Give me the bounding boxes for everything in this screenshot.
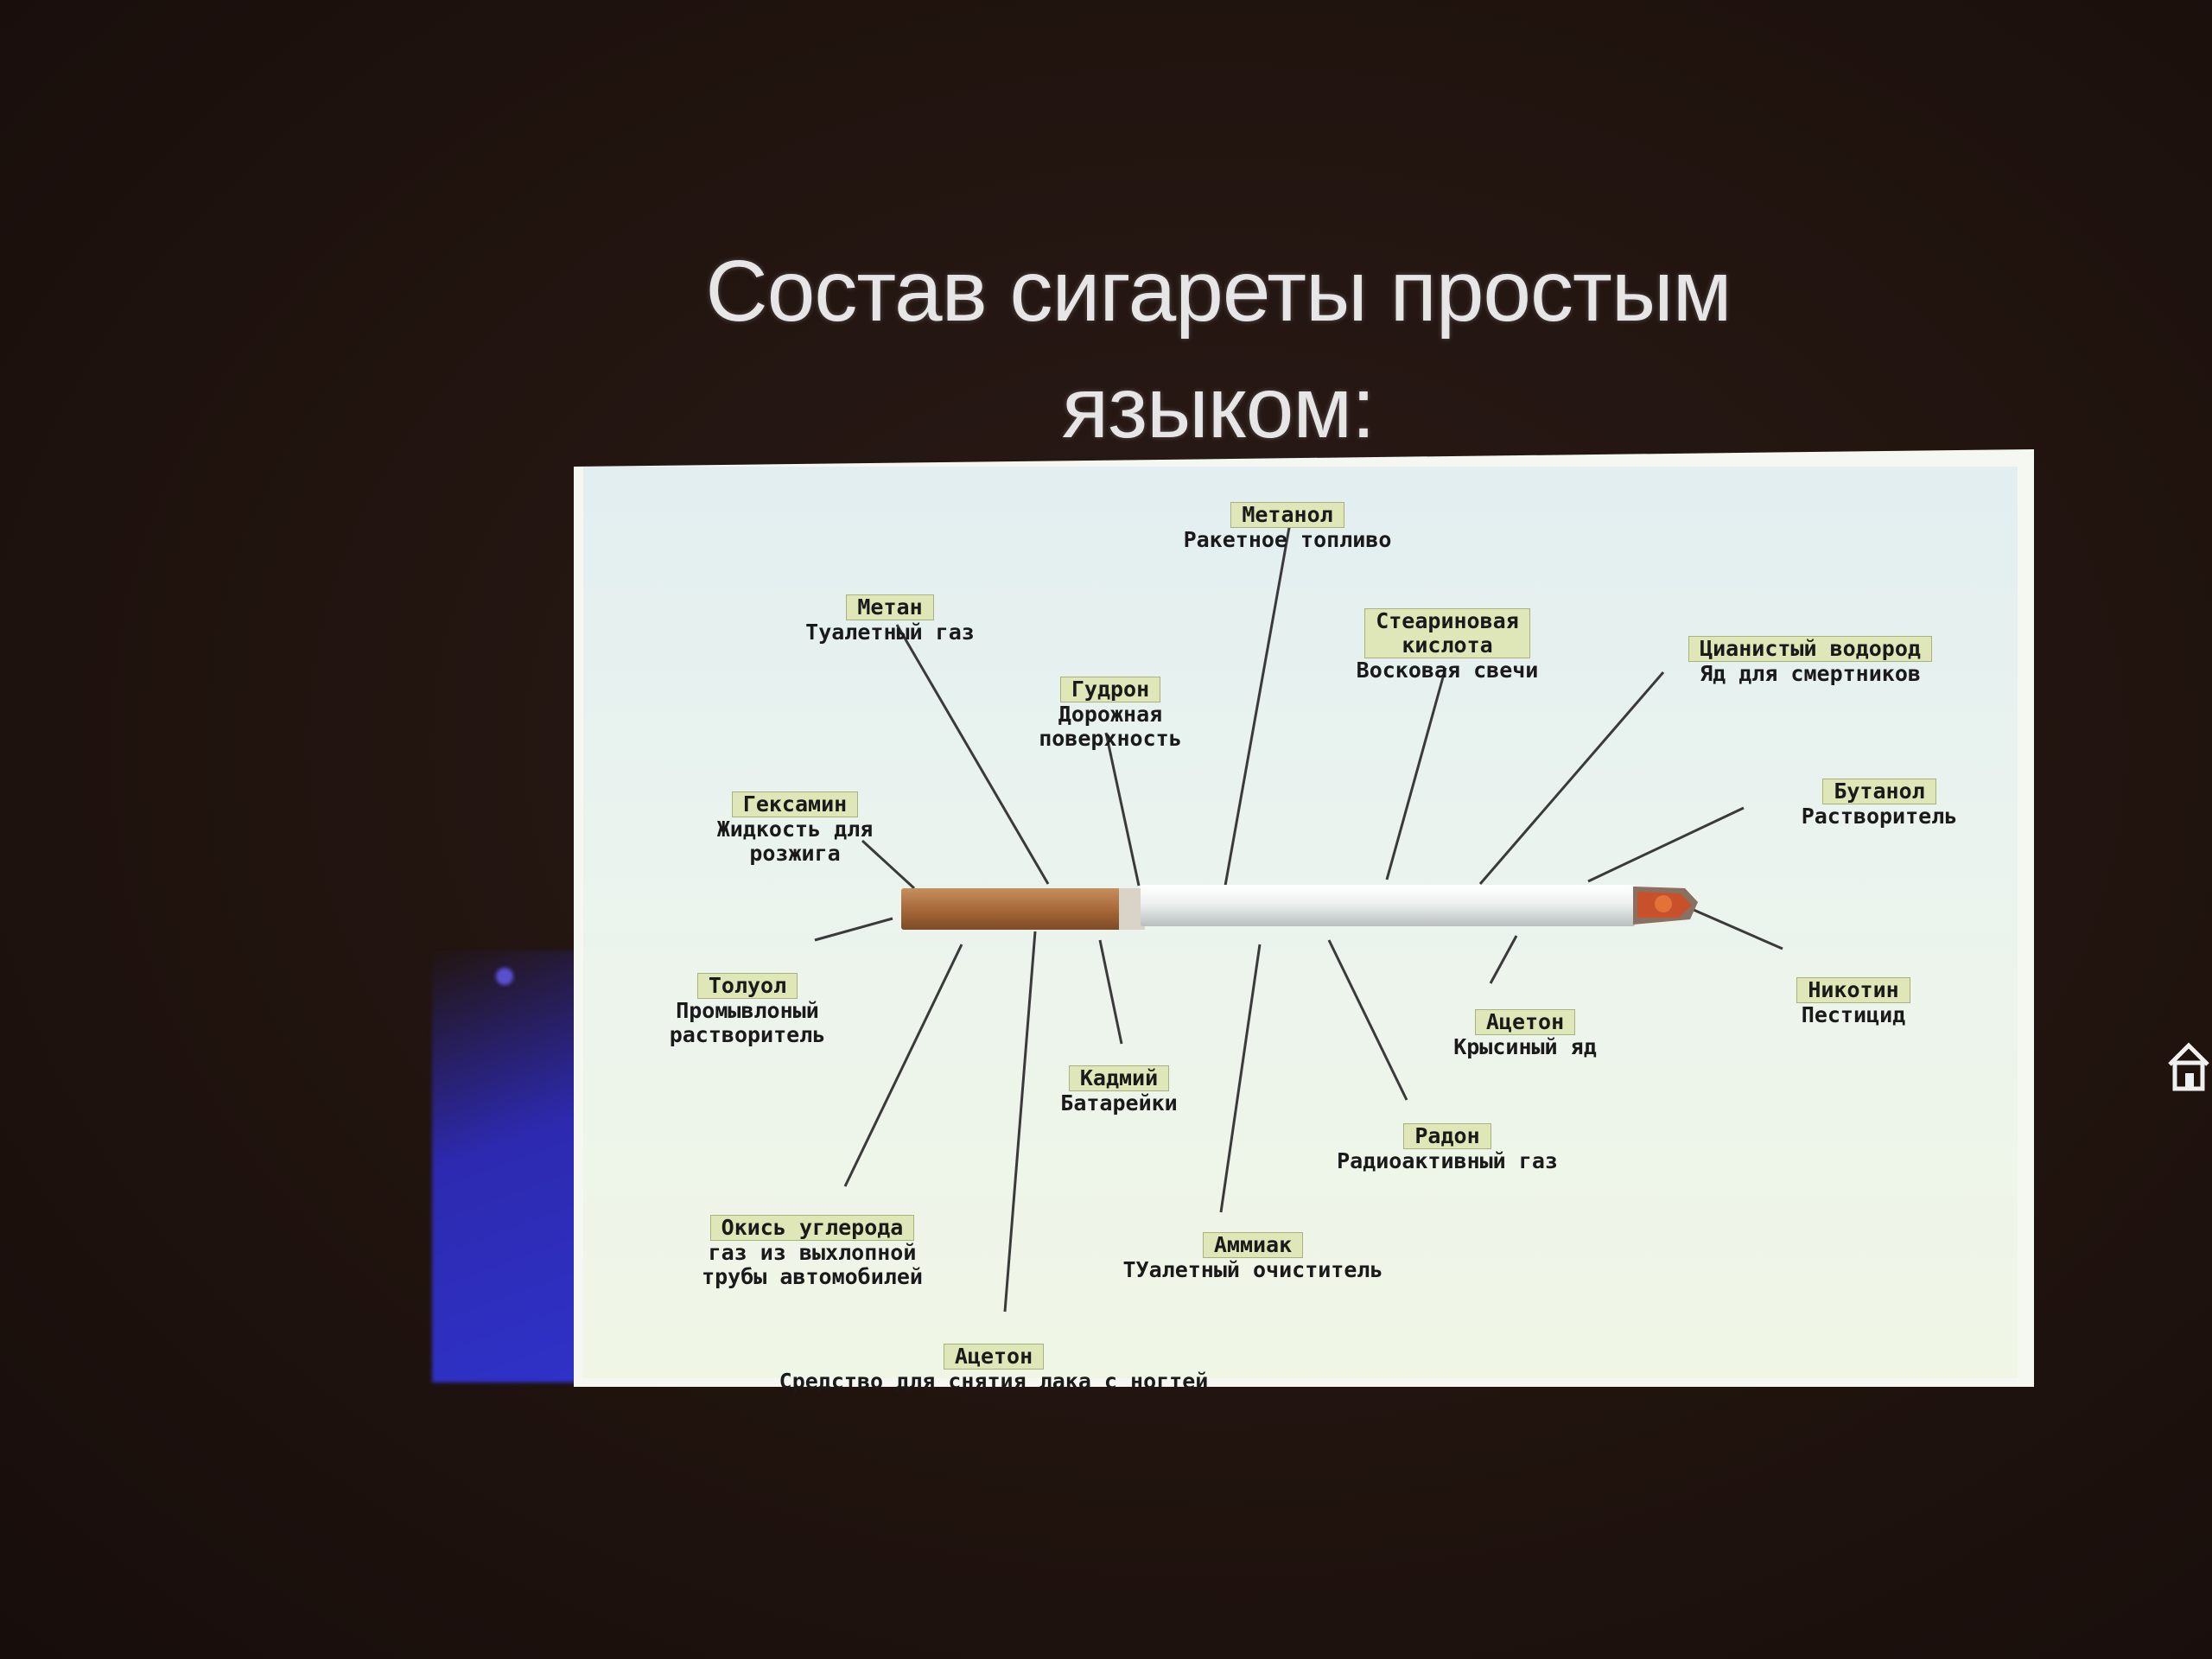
component-name: Радон <box>1403 1123 1491 1149</box>
component-cadmium <box>1002 1041 1236 1140</box>
component-description: Батарейки <box>1060 1090 1178 1116</box>
connector-toluene <box>815 918 893 940</box>
component-hydrogen-cyanide <box>1611 612 2009 710</box>
component-acetone-rat-poison <box>1382 985 1668 1084</box>
component-description: Радиоактивный газ <box>1337 1148 1558 1173</box>
component-name: Стеариновая кислота <box>1364 608 1530 658</box>
component-tar <box>968 652 1253 775</box>
component-name: Ацетон <box>1475 1009 1575 1035</box>
connector-nicotine <box>1694 910 1783 949</box>
connector-cadmium <box>1100 940 1122 1044</box>
component-name: Толуол <box>697 973 798 999</box>
component-description: ТУалетный очиститель <box>1122 1257 1383 1282</box>
component-description: Ракетное топливо <box>1183 527 1392 552</box>
slide-title-line-1: Состав сигареты простым <box>705 243 1732 340</box>
component-description: Дорожная поверхность <box>1039 702 1182 751</box>
component-acetone-nail-polish <box>657 1319 1331 1418</box>
component-name: Гудрон <box>1060 677 1160 702</box>
cigarette-icon <box>901 885 1698 930</box>
home-icon[interactable] <box>2164 1035 2212 1096</box>
component-name: Окись углерода <box>710 1215 915 1241</box>
cigarette-tip-glow <box>1655 895 1672 912</box>
component-butanol <box>1737 754 2022 853</box>
component-description: Пестицид <box>1801 1002 1906 1027</box>
component-description: Растворитель <box>1801 804 1958 829</box>
component-name: Бутанол <box>1822 779 1936 804</box>
cigarette-filter <box>901 888 1128 930</box>
component-name: Аммиак <box>1203 1232 1303 1258</box>
component-description: газ из выхлопной трубы автомобилей <box>702 1240 923 1289</box>
component-toluene <box>605 949 890 1071</box>
component-nicotine <box>1750 953 1957 1052</box>
component-hexamine <box>652 767 938 890</box>
component-description: Восковая свечи <box>1356 658 1539 683</box>
component-name: Гексамин <box>732 791 858 817</box>
component-stearic-acid <box>1287 584 1607 707</box>
component-description: Крысиный яд <box>1453 1034 1597 1059</box>
component-name: Метан <box>846 594 933 620</box>
component-name: Никотин <box>1796 977 1910 1003</box>
component-description: Жидкость для розжига <box>716 817 874 866</box>
component-description: Промывлоный растворитель <box>669 998 826 1047</box>
component-ammonia <box>1020 1208 1486 1306</box>
component-description: Яд для смертников <box>1700 661 1921 686</box>
component-description: Туалетный газ <box>805 620 975 645</box>
slide-title-line-2: языком: <box>1062 359 1375 456</box>
component-name: Кадмий <box>1069 1065 1169 1091</box>
component-name: Ацетон <box>944 1344 1044 1370</box>
component-name: Метанол <box>1230 502 1344 528</box>
component-radon <box>1266 1099 1629 1198</box>
cigarette-paper <box>1141 885 1635 926</box>
component-name: Цианистый водород <box>1688 636 1932 662</box>
connector-butanol <box>1588 808 1744 881</box>
connector-acetone-rat <box>1491 936 1516 983</box>
component-carbon-monoxide <box>622 1191 1002 1313</box>
component-description: Средство для снятия лака с ногтей <box>779 1369 1209 1394</box>
component-methanol <box>1115 478 1460 576</box>
